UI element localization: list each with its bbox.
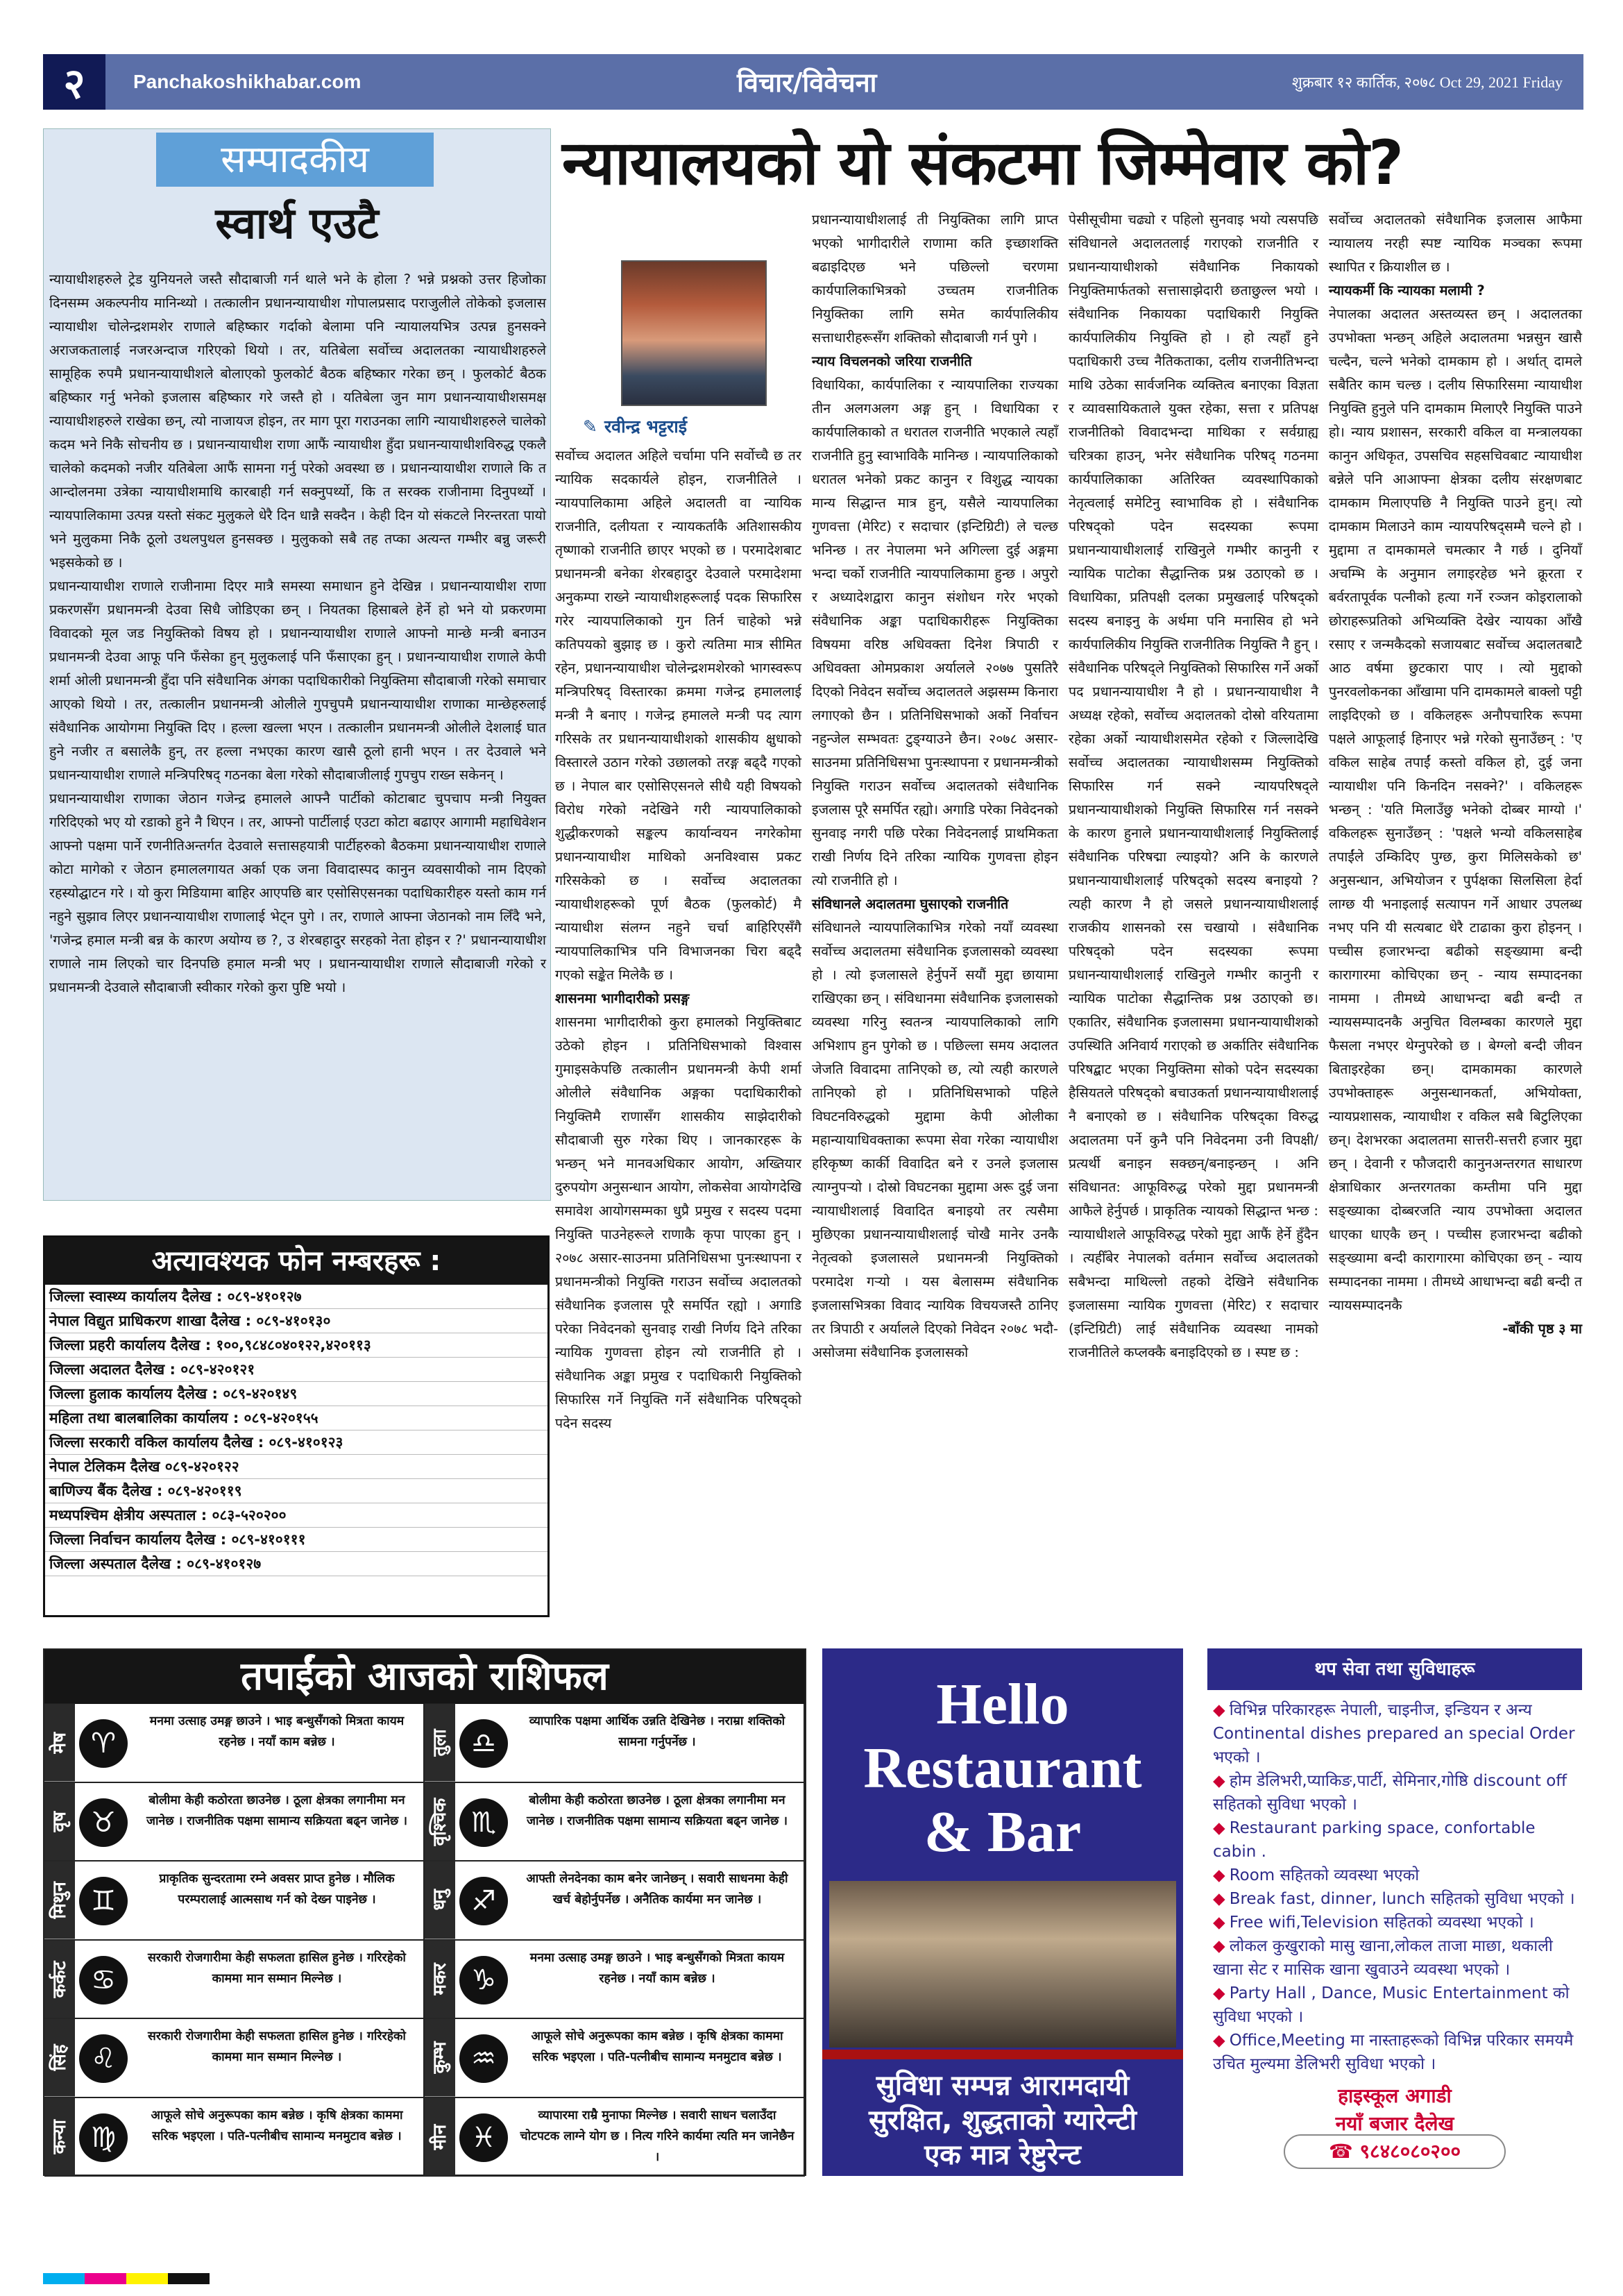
ad-phone-number: ९८४८०८०२०० (1359, 2140, 1461, 2163)
ad-tagline: एक मात्र रेष्टुरेन्ट (924, 2139, 1081, 2171)
phones-title: अत्यावश्यक फोन नम्बरहरू : (45, 1238, 547, 1285)
phone-entry: नेपाल टेलिकम दैलेख ०८९-४२०१२२ (45, 1455, 547, 1479)
diamond-bullet-icon: ◆ (1213, 1984, 1225, 2002)
article-column-1 (555, 444, 801, 1435)
horoscope-title: तपाईंको आजको राशिफल (44, 1650, 805, 1704)
ad-phone[interactable] (1284, 2134, 1506, 2169)
archer-icon: ♐ (459, 1877, 508, 1925)
crab-icon: ♋ (79, 1956, 128, 2004)
service-text: Free wifi,Television सहितको व्यवस्था भएको । (1229, 1914, 1534, 1932)
article-subheading: शासनमा भागीदारीको प्रसङ्ग (555, 990, 690, 1006)
editorial-paragraph: न्यायाधीशहरुले ट्रेड युनियनले जस्तै सौदाबाजी गर्न थाले भने के होला ? भन्ने प्रश्नको उत्तर हिजोका दिनसम्म अकल्पनीय मानिन्थ्यो । तत्कालीन प्रधानन्यायाधीश गोपालप्रसाद पराजुलीले तोकेको इजलास न्यायाधीश चोलेन्द्रशमशेर राणाले बहिष्कार गर्दाको बेलामा पनि न्यायालयभित्र उत्पन्न हुनसक्ने अराजकतालाई नजरअन्दाज गरिएको थियो । तर, यतिबेला सर्वोच्च अदालतका न्यायाधीशहरुले सामूहिक रुपमै प्रधानन्यायाधीशले बोलाएको फुलकोर्ट बैठक बहिष्कार गरेका छन् । फुलकोर्ट बैठक बहिष्कार गर्नु भनेको इजलास बहिष्कार गरे जस्तै हो । यतिबेला जुन माग प्रधानन्यायाधीशसमक्ष न्यायाधीशहरुले राखेका छन्, त्यो नाजायज होइन, तर माग पूरा गराउनका लागि न्यायाधीशहरुले चालेको कदम भने निकै सोचनीय छ । प्रधानन्यायाधीश राणा आफैं न्यायाधीश हुँदा प्रधानन्यायाधीशविरुद्ध एकलै चालेको कदमको नजीर यतिबेला आफैं सामना गर्नु परेको अवस्था छ । प्रधानन्यायाधीश राणाले कि त आन्दोलनमा उत्रेका न्यायाधीशमाथि कारबाही गर्न सक्नुपर्थ्यो, कि त सरक्क राजीनामा दिनुपर्थ्यो । न्यायपालिकामा उत्पन्न यस्तो संकट मुलुकले धेरै दिन धान्नै सक्दैन । केही दिन यो संकटले निरन्तरता पायो भने मुलुकमा निकै ठूलो उथलपुथल हुनसक्छ । मुलुकको सबै तह तप्का अत्यन्त गम्भीर बन्नु जरूरी भइसकेको छ । (49, 271, 546, 571)
horoscope-text: बोलीमा केही कठोरता छाउनेछ । ठूला क्षेत्रका लगानीमा मन जानेछ । राजनीतिक पक्षमा सामान्य सक्रियता बढ्न जानेछ । (526, 1793, 788, 1828)
scorpion-icon: ♏ (459, 1798, 508, 1847)
horoscope-text: व्यापारिक पक्षमा आर्थिक उन्नति देखिनेछ । नराम्रा शक्तिको सामना गर्नुपर्नेछ । (529, 1714, 785, 1749)
diamond-bullet-icon: ◆ (1213, 1866, 1225, 1884)
horoscope-item (44, 1783, 425, 1862)
article-paragraph: सर्वोच्च अदालतको संवैधानिक इजलास आफैमा न्यायालय नरही स्पष्ट न्यायिक मञ्चका रूपमा स्थापित र क्रियाशील छ । (1329, 212, 1582, 275)
diamond-bullet-icon: ◆ (1213, 1937, 1225, 1955)
phone-entry: जिल्ला हुलाक कार्यालय दैलेख : ०८९-४२०१४९ (45, 1382, 547, 1406)
author-photo (621, 260, 767, 406)
horoscope-grid (44, 1704, 805, 2177)
editorial-body (49, 268, 546, 999)
editorial-title: स्वार्थ एउटै (215, 198, 379, 248)
ad-tagline: सुरक्षित, शुद्धताको ग्यारेन्टी (869, 2104, 1137, 2136)
print-registration-mark (43, 2273, 85, 2284)
horoscope-sign-name: वृष (44, 1783, 75, 1861)
section-title: विचार/विवेचना (737, 67, 877, 98)
horoscope-text: व्यापारमा राम्रै मुनाफा मिल्नेछ । सवारी साधन चलाउँदा चोटपटक लाग्ने योग छ । नित्य गरिने कार्यमा त्यति मन जानेछैन । (520, 2108, 794, 2164)
horoscope-item (425, 1704, 805, 1783)
article-paragraph: विधायिका, कार्यपालिका र न्यायपालिका राज्यका तीन अलगअलग अङ्ग हुन् । विधायिका र कार्यपालिकाको त धरातल राजनीति भएकाले त्यहाँ राजनीति हुनु स्वाभाविकै मानिन्छ । न्यायपालिकाको धरातल भनेको प्रकट कानुन र विशुद्ध न्यायका मान्य सिद्धान्त मात्र हुन्, यसैले न्यायपालिका गुणवत्ता (मेरिट) र सदाचार (इन्टिग्रिटी) ले चल्छ भनिन्छ । तर नेपालमा भने अगिल्ला दुई अङ्गमा भन्दा चर्को राजनीति न्यायपालिकामा हुन्छ । अपुरो र अध्यादेशद्वारा कानुन संशोधन गरेर भएको संवैधानिक अङ्का पदाधिकारीहरू नियुक्तिका विषयमा वरिष्ठ अधिवक्ता दिनेश त्रिपाठी र अधिवक्ता ओमप्रकाश अर्यालले २०७७ पुसतिरै दिएको निवेदन सर्वोच्च अदालतले अझसम्म किनारा लगाएको छैन । प्रतिनिधिसभाको अर्को निर्वाचन नहुन्जेल सम्भवतः टुङ्ग्याउने छैन। २०७८ असार-साउनमा प्रतिनिधिसभा पुनःस्थापना र प्रधानमन्त्रीको नियुक्ति गराउन सर्वोच्च अदालतको संवैधानिक इजलास पूरै समर्पित रह्यो। अगाडि परेका निवेदनको सुनवाइ नगरी पछि परेका निवेदनलाई प्राथमिकता राखी निर्णय दिने तरिका न्यायिक गुणवत्ता होइन त्यो राजनीति हो । (812, 377, 1058, 888)
article-paragraph: पेसीसूचीमा चढ्यो र पहिलो सुनवाइ भयो त्यसपछि संविधानले अदालतलाई गराएको राजनीति र प्रधानन्यायाधीशको संवैधानिक निकायको नियुक्तिमार्फतको सत्तासाझेदारी छताछुल्ल भयो । संवैधानिक निकायका पदाधिकारी नियुक्ति कार्यपालिकीय नियुक्ति हो । हो त्यहाँ हुने पदाधिकारी उच्च नैतिकताका, दलीय राजनीतिभन्दा माथि उठेका सार्वजनिक व्यक्तित्व बनाएका विज्ञता र व्यावसायिकताले युक्त रहेका, सत्ता र प्रतिपक्ष राजनीतिको विवादभन्दा माथिका र सर्वग्राह्य चरित्रका हाउन्, भनेर संवैधानिक परिषद् गठनमा कार्यपालिकाका अतिरिक्त व्यवस्थापिकाको नेतृत्वलाई समेटिनु स्वाभाविक हो । संवैधानिक परिषद्को पदेन सदस्यका रूपमा प्रधानन्यायाधीशलाई राखिनुले गम्भीर कानुनी र न्यायिक पाटोका सैद्धान्तिक प्रश्न उठाएको छ । विधायिका, प्रतिपक्षी दलका प्रमुखलाई परिषद्को सदस्य बनाइनु के अर्थमा पनि मनासिव हो भने कार्यपालिकीय नियुक्ति राजनीतिक नियुक्ति नै हुन् । संवैधानिक परिषद्ले नियुक्तिको सिफारिस गर्ने अर्को पद प्रधानन्यायाधीश नै हो । प्रधानन्यायाधीश नै अध्यक्ष रहेको, सर्वोच्च अदालतको दोस्रो वरियतामा रहेका अर्को न्यायाधीशसमेत रहेको र जिल्लादेखि सर्वोच्च अदालतका न्यायाधीशसम्म नियुक्तिको सिफारिस गर्न सक्ने न्यायपरिषद्ले प्रधानन्यायाधीशको नियुक्ति सिफारिस गर्न नसक्ने के कारण हुनाले प्रधानन्यायाधीशलाई नियुक्तिलाई संवैधानिक परिषद्मा ल्याइयो? अनि के कारणले प्रधानन्यायाधीशलाई परिषद्को सदस्य बनाइयो ? त्यही कारण नै हो जसले प्रधानन्यायाधीशलाई राजकीय शासनको रस चखायो । संवैधानिक परिषद्को पदेन सदस्यका रूपमा प्रधानन्यायाधीशलाई राखिनुले गम्भीर कानुनी र न्यायिक पाटोका सैद्धान्तिक प्रश्न उठाएको छ। एकातिर, संवैधानिक इजलासमा प्रधानन्यायाधीशको उपस्थिति अनिवार्य गराएको छ अर्कातिर संवैधानिक परिषद्बाट भएका नियुक्तिमा सोको पदेन सदस्यका हैसियतले परिषद्को बचाउकर्ता प्रधानन्यायाधीशलाई नै बनाएको छ । संवैधानिक परिषद्का विरुद्ध अदालतमा पर्ने कुनै पनि निवेदनमा उनी विपक्षी/प्रत्यर्थी बनाइन सक्छन्/बनाइन्छन् । अनि संविधानत: आफूविरुद्ध परेको मुद्दा प्रधानमन्त्री आफैले हेर्नुपर्छ । प्राकृतिक न्यायको सिद्धान्त भन्छ : न्यायाधीशले आफूविरुद्ध परेको मुद्दा आफैं हेर्ने हुँदैन । त्यहीँबेर नेपालको वर्तमान सर्वोच्च अदालतको सबैभन्दा माथिल्लो तहको देखिने संवैधानिक इजलासमा न्यायिक गुणवत्ता (मेरिट) र सदाचार (इन्टिग्रिटी) लाई संवैधानिक व्यवस्था नामको राजनीतिले कप्लक्कै बनाइदिएको छ । स्पष्ट छ : (1069, 212, 1318, 1360)
service-item (1213, 1934, 1579, 1982)
scales-icon: ♎ (459, 1719, 508, 1768)
phone-entry: जिल्ला अस्पताल दैलेख : ०८९-४१०१२७ (45, 1552, 547, 1576)
phone-entry: जिल्ला स्वास्थ्य कार्यालय दैलेख : ०८९-४१०१२७ (45, 1285, 547, 1309)
article-column-4 (1329, 208, 1582, 1341)
article-paragraph: संविधानले न्यायपालिकाभित्र गरेको नयाँ व्यवस्था सर्वोच्च अदालतमा संवैधानिक इजलासको व्यवस्था हो । त्यो इजलासले हेर्नुपर्ने सयौं मुद्दा छायामा राखिएका छन् । संविधानमा संवैधानिक इजलासको व्यवस्था गरिनु स्वतन्त्र न्यायपालिकाको लागि अभिशाप हुन पुगेको छ । पछिल्ला समय अदालत जेजति विवादमा तानिएको छ, त्यो त्यही कारणले तानिएको हो । प्रतिनिधिसभाको पहिले विघटनविरुद्धको मुद्दामा केपी ओलीका महान्यायाधिवक्ताका रूपमा सेवा गरेका न्यायाधीश हरिकृष्ण कार्की विवादित बने र उनले इजलास त्याग्नुपर्‍यो । दोस्रो विघटनका मुद्दामा अरू दुई जना न्यायाधीशलाई विवादित बनाइयो तर त्यसैमा मुछिएका प्रधानन्यायाधीशलाई चोखै मानेर उनकै नेतृत्वको इजलासले प्रधानमन्त्री नियुक्तिको परमादेश गर्‍यो । यस बेलासम्म संवैधानिक इजलासभित्रका विवाद न्यायिक विचयजस्तै ठानिए तर त्रिपाठी र अर्यालले दिएको निवेदन २०७८ भदौ-असोजमा संवैधानिक इजलासको (812, 920, 1058, 1360)
horoscope-text: मनमा उत्साह उमङ्ग छाउने । भाइ बन्धुसँगको मित्रता कायम रहनेछ । नयाँ काम बन्नेछ । (529, 1950, 785, 1986)
phone-entry: जिल्ला सरकारी वकिल कार्यालय दैलेख : ०८९-४१०१२३ (45, 1430, 547, 1455)
editorial-paragraph: प्रधानन्यायाधीश राणाले राजीनामा दिएर मात्रै समस्या समाधान हुने देखिन्न । प्रधानन्यायाधीश राणा प्रकरणसँग प्रधानमन्त्री देउवा सिधै जोडिएका छन् । नियतका हिसाबले हेर्ने हो भने यो प्रकरणमा विवादको मूल जड नियुक्तिको विषय हो । प्रधानन्यायाधीश राणाले आफ्नो मान्छे मन्त्री बनाउन प्रधानमन्त्री देउवा आफू पनि फँसेका हुन् मुलुकलाई पनि फँसाएका हुन् । प्रधानन्यायाधीश राणाले केपी शर्मा ओली प्रधानमन्त्री हुँदा पनि संवैधानिक अंगका पदाधिकारीको नियुक्तिमा सौदाबाजी गरेको समाचार आएको थियो । तर, तत्कालीन प्रधानमन्त्री ओलीले गुपचुपमै प्रधानन्यायाधीश राणाका मान्छेहरुलाई संवैधानिक आयोगमा नियुक्ति दिए । हल्ला खल्ला भएन । तत्कालीन प्रधानमन्त्री ओलीले देशलाई घात हुने नजीर त बसालेकै हुन्, तर हल्ला नभएका कारण खासै ठूलो हानी भएन । तर देउवाले भने प्रधानन्यायाधीश राणाले मन्त्रिपरिषद् गठनका बेला गरेको सौदाबाजीलाई गुपचुप राख्न सकेनन् । (49, 578, 546, 783)
author-box (555, 260, 798, 448)
horoscope-text: सरकारी रोजगारीमा केही सफलता हासिल हुनेछ । गरिरहेको काममा मान सम्मान मिल्नेछ । (148, 2029, 406, 2064)
horoscope-item (425, 1941, 805, 2020)
editorial-label: सम्पादकीय (156, 133, 434, 187)
editorial-box (43, 128, 551, 1201)
pen-icon: ✎ (583, 416, 597, 437)
horoscope-text: मनमा उत्साह उमङ्ग छाउने । भाइ बन्धुसँगको मित्रता कायम रहनेछ । नयाँ काम बन्नेछ । (149, 1714, 405, 1749)
horoscope-sign-name: मिथुन (44, 1862, 75, 1939)
phone-entry: नेपाल विद्युत प्राधिकरण शाखा दैलेख : ०८९-४१०१३० (45, 1309, 547, 1333)
horoscope-sign-name: कन्या (44, 2098, 75, 2176)
service-text: Restaurant parking space, confortable cabin . (1213, 1819, 1536, 1861)
services-list (1213, 1698, 1579, 2076)
phone-entry: जिल्ला प्रहरी कार्यालय दैलेख : १००,९८४८०४०१२२,४२०११३ (45, 1333, 547, 1358)
ad-services-panel (1207, 1648, 1582, 2176)
services-title: थप सेवा तथा सुविधाहरू (1207, 1648, 1582, 1690)
horoscope-item (44, 2019, 425, 2098)
service-item (1213, 1816, 1579, 1864)
article-headline: न्यायालयको यो संकटमा जिम्मेवार को? (562, 127, 1404, 199)
horoscope-sign-name: कुम्भ (425, 2019, 455, 2097)
horoscope-text: आफ्ती लेनदेनका काम बनेर जानेछन् । सवारी साधनमा केही खर्च बेहोर्नुपर्नेछ । अनैतिक कार्यमा मन जानेछ । (526, 1872, 788, 1907)
print-registration-mark (126, 2273, 168, 2284)
service-text: Office,Meeting मा नास्ताहरूको विभिन्न परिकार समयमै उचित मुल्यमा डेलिभरी सुविधा भएको । (1213, 2032, 1574, 2073)
phone-icon: ☎ (1328, 2140, 1360, 2163)
horoscope-sign-name: धनु (425, 1862, 455, 1939)
ad-left-panel (822, 1648, 1183, 2176)
diamond-bullet-icon: ◆ (1213, 1890, 1225, 1908)
article-paragraph: शासनमा भागीदारीको कुरा हमालको नियुक्तिबाट उठेको होइन । प्रतिनिधिसभाको विश्वास गुमाइसकेपछि तत्कालीन प्रधानमन्त्री केपी शर्मा ओलीले संवैधानिक अङ्गका पदाधिकारीको नियुक्तिमै राणासँग शासकीय साझेदारीको सौदाबाजी सुरु गरेका थिए । जानकारहरू के भन्छन् भने मानवअधिकार आयोग, अख्तियार दुरुपयोग अनुसन्धान आयोग, लोकसेवा आयोगदेखि समावेश आयोगसम्मका धुप्रै प्रमुख र सदस्य पदमा नियुक्ति पाउनेहरूले राणाकै कृपा पाएका हुन् । २०७८ असार-साउनमा प्रतिनिधिसभा पुनःस्थापना र प्रधानमन्त्रीको नियुक्ति गराउन सर्वोच्च अदालतको संवैधानिक इजलास पूरै समर्पित रह्यो । अगाडि परेका निवेदनको सुनवाइ राखी निर्णय दिने तरिका न्यायिक गुणवत्ता होइन त्यो राजनीति हो । संवैधानिक अङ्का प्रमुख र पदाधिकारी नियुक्तिको सिफारिस गर्ने नियुक्ति गर्ने संवैधानिक परिषद्को पदेन सदस्य (555, 1014, 801, 1431)
diamond-bullet-icon: ◆ (1213, 1819, 1225, 1837)
horoscope-item (44, 1704, 425, 1783)
emergency-phones-box (43, 1235, 550, 1617)
issue-date: शुक्रबार १२ कार्तिक, २०७८ Oct 29, 2021 Friday (1291, 74, 1563, 91)
horoscope-box (43, 1648, 806, 2176)
horoscope-item (44, 1941, 425, 2020)
ad-title-line: Restaurant (863, 1736, 1142, 1800)
article-column-2 (812, 208, 1058, 1365)
service-text: Room सहितको व्यवस्था भएको (1229, 1866, 1420, 1884)
article-paragraph: नेपालका अदालत अस्तव्यस्त छन् । अदालतका उपभोक्ता भन्छन् अहिले अदालतमा भन्नसुन खासै चल्दैन, चल्ने भनेको दामकाम हो । अर्थात् दामले सबैतिर काम चल्छ । दलीय सिफारिसमा न्यायाधीश नियुक्ति हुनुले पनि दामकाम मिलाएरै नियुक्ति पाउने हो। न्याय प्रशासन, सरकारी वकिल वा मन्त्रालयका कानुन अधिकृत, उपसचिव सहसचिवबाट न्यायाधीश बन्नेले पनि आआफ्ना क्षेत्रका दलीय संरक्षणबाट दामकाम मिलाएपछि नै नियुक्ति पाउने हुन्। त्यो दामकाम मिलाउने काम न्यायपरिषद्सम्मै चल्ने हो । मुद्दामा त दामकामले चमत्कार नै गर्छ । दुनियाँ अचम्भि के अनुमान लगाइरहेछ भने क्रूरता र बर्वरतापूर्वक पत्नीको हत्या गर्ने रञ्जन कोइरालाको छोराहरूप्रतिको अभिव्यक्ति देखेर न्यायका आँखै रसाए र जन्मकैदको सजायबाट सर्वोच्च अदालतबाटै आठ वर्षमा छुटकारा पाए । त्यो मुद्दाको पुनरवलोकनका आँखामा पनि दामकामले बाक्लो पट्टी लाइदिएको छ । वकिलहरू अनौपचारिक रूपमा पक्षले आफूलाई हिनाएर भन्ने गरेको सुनाउँछन् : 'ए वकिल साहेब तपाईं कस्तो वकिल हो, दुई जना न्यायाधीश पनि किनदिन नसक्ने?' । वकिलहरू भन्छन् : 'यति मिलाउँछु भनेको दोब्बर माग्यो ।' वकिलहरू सुनाउँछन् : 'पक्षले भन्यो वकिलसाहेब तपाईंले उम्किदिए पुग्छ, कुरा मिलिसकेको छ' अनुसन्धान, अभियोजन र पुर्पक्षका सिलसिला हेर्दा लाग्छ यी भनाइलाई सत्यापन गर्ने आधार उपलब्ध नभए पनि यी सत्यबाट धेरै टाढाका कुरा होइनन् । पच्चीस हजारभन्दा बढीको सङ्ख्यामा बन्दी कारागारमा कोचिएका छन् - न्याय सम्पादनका नाममा । तीमध्ये आधाभन्दा बढी बन्दी त न्यायसम्पादनकै अनुचित विलम्बका कारणले मुद्दा फैसला नभएर थेग्नुपरेको छ । बेग्ग्लो बन्दी जीवन बिताइरहेका छन्। दामकामका कारणले उपभोक्ताहरू अनुसन्धानकर्ता, अभियोक्ता, न्यायप्रशासक, न्यायाधीश र वकिल सबै बिटुलिएका छन्। देशभरका अदालतमा सात्तरी-सत्तरी हजार मुद्दा छन् । देवानी र फौजदारी कानुनअन्तरगत साधारण क्षेत्राधिकार अन्तरगतका कम्तीमा पनि मुद्दा सङ्ख्याका दोब्बरजति न्याय उपभोक्ता अदालत धाएका धाएकै छन् । पच्चीस हजारभन्दा बढीको सङ्ख्यामा बन्दी कारागारमा कोचिएका छन् - न्याय सम्पादनका नाममा । तीमध्ये आधाभन्दा बढी बन्दी त न्यायसम्पादनकै (1329, 306, 1582, 1313)
horoscope-text: बोलीमा केही कठोरता छाउनेछ । ठूला क्षेत्रका लगानीमा मन जानेछ । राजनीतिक पक्षमा सामान्य सक्रियता बढ्न जानेछ । (146, 1793, 408, 1828)
horoscope-sign-name: मकर (425, 1941, 455, 2018)
horoscope-sign-name: वृश्चिक (425, 1783, 455, 1861)
ram-icon: ♈ (79, 1719, 128, 1768)
editorial-paragraph: प्रधानन्यायाधीश राणाका जेठान गजेन्द्र हमालले आफ्नै पार्टीको कोटाबाट चुपचाप मन्त्री नियुक्त गरिदिएको भए यो रडाको हुने नै थिएन । तर, आफ्नो पार्टीलाई एउटा कोटा बढाएर आगामी महाधिवेशन आफ्नो पक्षमा पार्ने रणनीतिअन्तर्गत देउवाले सत्तासहयात्री पार्टीहरुको बैठकमा प्रधानन्यायाधीश राणाले कोटा मागेको र जेठान हमाललगायत अर्का एक जना विवादास्पद कानुन व्यवसायीको नाम दिएको रहस्योद्घाटन गरे । यो कुरा मिडियामा बाहिर आएपछि बार एसोसिएसनका पदाधिकारीहरु यस्तो काम गर्न नहुने सुझाव लिएर प्रधानन्यायाधीश राणालाई भेट्न पुगे । तर, राणाले आफ्ना जेठानको नाम लिँदै भने, 'गजेन्द्र हमाल मन्त्री बन्न के कारण अयोग्य छ ?, उ शेरबहादुर सरहको नेता होइन र ?' प्रधानन्यायाधीश राणाले नाम लिएको चार दिनपछि हमाल मन्त्री भए । प्रधानन्यायाधीश राणाले सौदाबाजी गरेको र प्रधानमन्त्री देउवाले सौदाबाजी स्वीकार गरेको कुरा पुष्टि भयो । (49, 791, 546, 995)
phone-entry: जिल्ला निर्वाचन कार्यालय दैलेख : ०८९-४१०१११ (45, 1528, 547, 1552)
service-item (1213, 2029, 1579, 2076)
article-column-3 (1069, 208, 1318, 1365)
service-item (1213, 1982, 1579, 2029)
service-item (1213, 1887, 1579, 1911)
horoscope-sign-name: मीन (425, 2098, 455, 2176)
ad-divider (822, 2050, 1183, 2059)
twins-icon: ♊ (79, 1877, 128, 1925)
horoscope-text: प्राकृतिक सुन्दरतामा रम्ने अवसर प्राप्त हुनेछ । मौलिक परम्परालाई आत्मसाथ गर्न को देख्न पाइनेछ । (159, 1872, 395, 1907)
ad-location-line: नयाँ बजार दैलेख (1335, 2112, 1454, 2135)
horoscope-text: सरकारी रोजगारीमा केही सफलता हासिल हुनेछ । गरिरहेको काममा मान सम्मान मिल्नेछ । (148, 1950, 406, 1986)
maiden-icon: ♍ (79, 2113, 128, 2162)
water-bearer-icon: ♒ (459, 2034, 508, 2083)
phone-entry: महिला तथा बालबालिका कार्यालय : ०८९-४२०१५५ (45, 1406, 547, 1430)
horoscope-item (44, 2098, 425, 2177)
goat-icon: ♑ (459, 1956, 508, 2004)
author-byline (583, 414, 791, 438)
ad-location-line: हाइस्कूल अगाडी (1338, 2084, 1452, 2107)
site-name[interactable]: Panchakoshikhabar.com (133, 71, 362, 92)
continued-note: -बाँकी पृष्ठ ३ मा (1502, 1321, 1582, 1337)
phones-list (45, 1285, 547, 1576)
horoscope-item (425, 1862, 805, 1941)
diamond-bullet-icon: ◆ (1213, 1701, 1225, 1719)
ad-title (822, 1673, 1183, 1864)
diamond-bullet-icon: ◆ (1213, 1914, 1225, 1932)
service-text: Break fast, dinner, lunch सहितको सुविधा भएको । (1229, 1890, 1575, 1908)
horoscope-item (425, 1783, 805, 1862)
horoscope-item (425, 2098, 805, 2177)
bull-icon: ♉ (79, 1798, 128, 1847)
horoscope-item (425, 2019, 805, 2098)
phone-entry: मध्यपश्चिम क्षेत्रीय अस्पताल : ०८३-५२०२०० (45, 1503, 547, 1528)
ad-title-line: Hello (936, 1672, 1069, 1737)
service-item (1213, 1911, 1579, 1934)
service-text: होम डेलिभरी,प्याकिङ,पार्टी, सेमिनार,गोष्ठि discount off सहितको सुविधा भएको । (1213, 1772, 1567, 1814)
article-paragraph: सर्वोच्च अदालत अहिले चर्चामा पनि सर्वोच्चै छ तर न्यायिक सदकार्यले होइन, राजनीतिले । न्यायपालिकामा अहिले अदालती वा न्यायिक राजनीति, दलीयता र न्यायकर्ताकै अतिशासकीय तृष्णाको राजनीति छाएर भएको छ । परमादेशबाट प्रधानमन्त्री बनेका शेरबहादुर देउवाले परमादेशमा अनुकम्पा राख्ने न्यायाधीशहरूलाई पदक सिफारिस गरेर न्यायपालिकाको गुन तिर्न चाहेको भन्ने कतिपयको बुझाइ छ । कुरो त्यतिमा मात्र सीमित रहेन, प्रधानन्यायाधीश चोलेन्द्रशमशेरको भागस्वरूप मन्त्रिपरिषद् विस्तारका क्रममा गजेन्द्र हमाललाई मन्त्री नै बनाए । गजेन्द्र हमालले मन्त्री पद त्याग गरिसके तर प्रधानन्यायाधीशको शासकीय क्षुधाको विस्तारले उठान गरेको उछालको तरङ्ग बढ्दै गएको छ । नेपाल बार एसोसिएसनले सीधै यही विषयको विरोध गरेको नदेखिने गरी न्यायपालिकाको शुद्धीकरणको सङ्कल्प कार्यान्वयन नगरेकोमा प्रधानन्यायाधीश माथिको अनविश्वास प्रकट गरिसकेको छ । सर्वोच्च अदालतका न्यायाधीशहरूको पूर्ण बैठक (फुलकोर्ट) मै न्यायाधीश संलग्न नहुने चर्चा बाहिरिएसँगै न्यायपालिकाभित्र पनि विभाजनका चिरा बढ्दै गएको सङ्केत मिलेकै छ । (555, 448, 801, 983)
horoscope-item (44, 1862, 425, 1941)
horoscope-sign-name: कर्कट (44, 1941, 75, 2018)
page-number: २ (43, 54, 105, 110)
service-text: विभिन्न परिकारहरू नेपाली, चाइनीज, इन्डियन र अन्य Continental dishes prepared an special Order भएको । (1213, 1701, 1575, 1766)
phone-entry: बाणिज्य बैंक दैलेख : ०८९-४२०११९ (45, 1479, 547, 1503)
service-item (1213, 1698, 1579, 1769)
horoscope-sign-name: सिंह (44, 2019, 75, 2097)
ad-title-line: & Bar (924, 1800, 1082, 1864)
article-paragraph: प्रधानन्यायाधीशलाई ती नियुक्तिका लागि प्राप्त भएको भागीदारीले राणामा कति इच्छाशक्ति बढाइदिएछ भने पछिल्लो चरणमा कार्यपालिकाभित्रको उच्चतम राजनीतिक नियुक्तिका लागि समेत कार्यपालिकीय सत्ताधारीहरूसँग शक्तिको सौदाबाजी गर्न पुगे । (812, 212, 1058, 346)
lion-icon: ♌ (79, 2034, 128, 2083)
print-registration-mark (85, 2273, 126, 2284)
print-registration-mark (168, 2273, 210, 2284)
author-name: रवीन्द्र भट्टराई (604, 416, 688, 437)
service-text: लोकल कुखुराको मासु खाना,लोकल ताजा माछा, थकाली खाना सेट र मासिक खाना खुवाउने व्यवस्था भएको । (1213, 1937, 1553, 1979)
ad-tagline: सुविधा सम्पन्न आरामदायी (876, 2070, 1130, 2102)
fish-icon: ♓ (459, 2113, 508, 2162)
service-item (1213, 1864, 1579, 1887)
horoscope-text: आफूले सोचे अनुरूपका काम बन्नेछ । कृषि क्षेत्रका काममा सरिक भइएला । पति-पत्नीबीच सामान्य मनमुटाव बन्नेछ । (531, 2029, 783, 2064)
ad-location (1207, 2082, 1582, 2138)
restaurant-photo (829, 1881, 1176, 2048)
page-header (43, 54, 1583, 110)
article-subheading: संविधानले अदालतमा घुसाएको राजनीति (812, 896, 1009, 912)
phone-entry: जिल्ला अदालत दैलेख : ०८९-४२०१२१ (45, 1358, 547, 1382)
service-item (1213, 1769, 1579, 1816)
diamond-bullet-icon: ◆ (1213, 2032, 1225, 2050)
article-subheading: न्याय विचलनको जरिया राजनीति (812, 353, 972, 369)
horoscope-text: आफूले सोचे अनुरूपका काम बन्नेछ । कृषि क्षेत्रका काममा सरिक भइएला । पति-पत्नीबीच सामान्य मनमुटाव बन्नेछ । (151, 2108, 403, 2143)
horoscope-sign-name: मेष (44, 1704, 75, 1782)
restaurant-advertisement (822, 1648, 1582, 2176)
diamond-bullet-icon: ◆ (1213, 1772, 1225, 1790)
service-text: Party Hall , Dance, Music Entertainment को सुविधा भएको । (1213, 1984, 1570, 2026)
article-subheading: न्यायकर्मी कि न्यायका मलामी ? (1329, 282, 1485, 298)
horoscope-sign-name: तुला (425, 1704, 455, 1782)
